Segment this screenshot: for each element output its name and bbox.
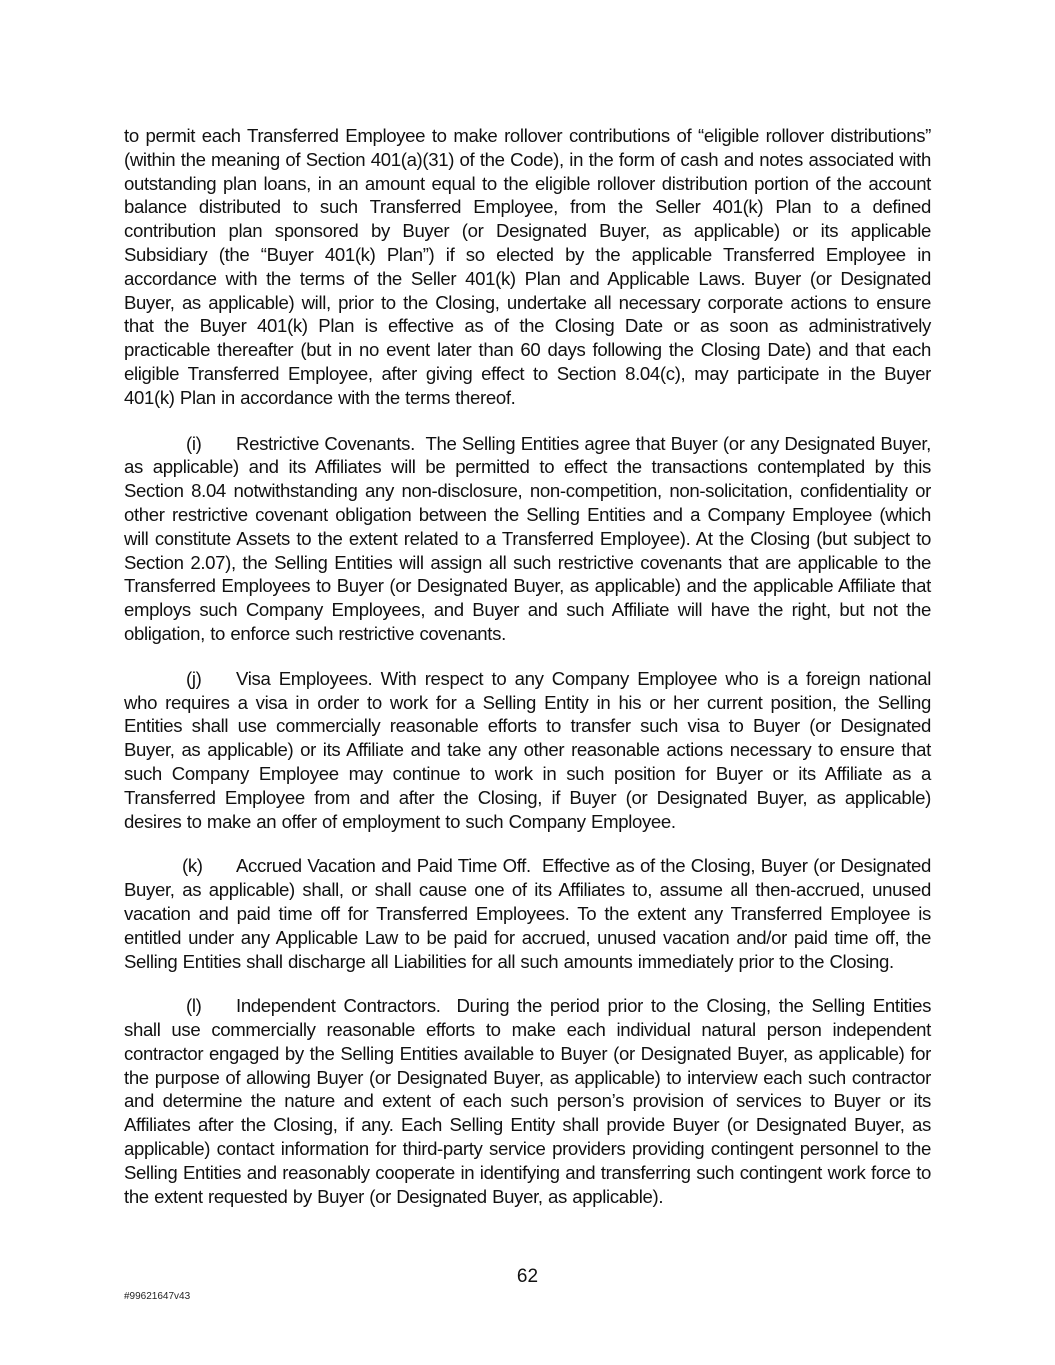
section-body: Effective as of the Closing, Buyer (or Designated Buyer, as applicable) shall, or shall cause one of its Affiliates to, assume all then-accrued, unused vacation and paid time off for Transferred Employees. To the extent any Transferred Employee is entitled under any Applicable Law to be paid for accrued, unused vacation and/or paid time off, the Selling Entities shall discharge all Liabilities for all such amounts immediately prior to the Closing. xyxy=(124,855,931,972)
section-marker: (i) xyxy=(186,432,202,454)
section-heading: Restrictive Covenants. xyxy=(236,432,415,454)
section-l-independent-contractors xyxy=(124,994,931,1208)
section-k-accrued-vacation xyxy=(124,854,931,973)
section-heading: Independent Contractors. xyxy=(236,995,441,1017)
section-body: The Selling Entities agree that Buyer (or any Designated Buyer, as applicable) and its Affiliates will be permitted to effect the transactions contemplated by this Section 8.04 notwithstanding any non-disclosure, non-competition, non-solicitation, confidentiality or other restrictive covenant obligation between the Selling Entities and a Company Employee (which will constitute Assets to the extent related to a Transferred Employee). At the Closing (but subject to Section 2.07), the Selling Entities will assign all such restrictive covenants that are applicable to the Transferred Employees to Buyer (or Designated Buyer, as applicable) and the applicable Affiliate that employs such Company Employees, and Buyer and such Affiliate will have the right, but not the obligation, to enforce such restrictive covenants. xyxy=(124,432,931,644)
section-marker: (k) xyxy=(182,855,203,877)
page-number: 62 xyxy=(516,1266,539,1287)
section-i-restrictive-covenants xyxy=(124,432,931,646)
section-body: With respect to any Company Employee who is a foreign national who requires a visa in order to work for a Selling Entity in his or her current position, the Selling Entities shall use commercially reasonable efforts to transfer such visa to Buyer (or Designated Buyer, as applicable) or its Affiliate and take any other reasonable actions necessary to ensure that such Company Employee may continue to work in such position for Buyer or its Affiliate as a Transferred Employee from and after the Closing, if Buyer (or Designated Buyer, as applicable) desires to make an offer of employment to such Company Employee. xyxy=(124,667,931,832)
continuation-paragraph: to permit each Transferred Employee to make rollover contributions of “eligible rollover distributions” (within the meaning of Section 401(a)(31) of the Code), in the form of cash and notes associated with outstanding plan loans, in an amount equal to the eligible rollover distribution portion of the account balance distributed to such Transferred Employee, from the Seller 401(k) Plan to a defined contribution plan sponsored by Buyer (or Designated Buyer, as applicable) or its applicable Subsidiary (the “Buyer 401(k) Plan”) if so elected by the applicable Transferred Employee in accordance with the terms of the Seller 401(k) Plan and Applicable Laws. Buyer (or Designated Buyer, as applicable) will, prior to the Closing, undertake all necessary corporate actions to ensure that the Buyer 401(k) Plan is effective as of the Closing Date or as soon as administratively practicable thereafter (but in no event later than 60 days following the Closing Date) and that each eligible Transferred Employee, after giving effect to Section 8.04(c), may participate in the Buyer 401(k) Plan in accordance with the terms thereof. xyxy=(124,125,931,408)
section-body: During the period prior to the Closing, the Selling Entities shall use commercially reasonable efforts to make each individual natural person independent contractor engaged by the Selling Entities available to Buyer (or Designated Buyer, as applicable) for the purpose of allowing Buyer (or Designated Buyer, as applicable) to interview each such contractor and determine the nature and extent of each such person’s provision of services to Buyer or its Affiliates after the Closing, if any. Each Selling Entity shall provide Buyer (or Designated Buyer, as applicable) contact information for third-party service providers providing contingent personnel to the Selling Entities and reasonably cooperate in identifying and transferring such contingent work force to the extent requested by Buyer (or Designated Buyer, as applicable). xyxy=(124,995,932,1207)
document-id: #99621647v43 xyxy=(124,1291,191,1302)
section-heading: Visa Employees. xyxy=(236,667,373,689)
section-marker: (l) xyxy=(186,995,202,1017)
section-j-visa-employees xyxy=(124,667,931,834)
section-marker: (j) xyxy=(186,667,202,689)
document-page xyxy=(124,124,931,1229)
section-heading: Accrued Vacation and Paid Time Off. xyxy=(236,855,531,877)
